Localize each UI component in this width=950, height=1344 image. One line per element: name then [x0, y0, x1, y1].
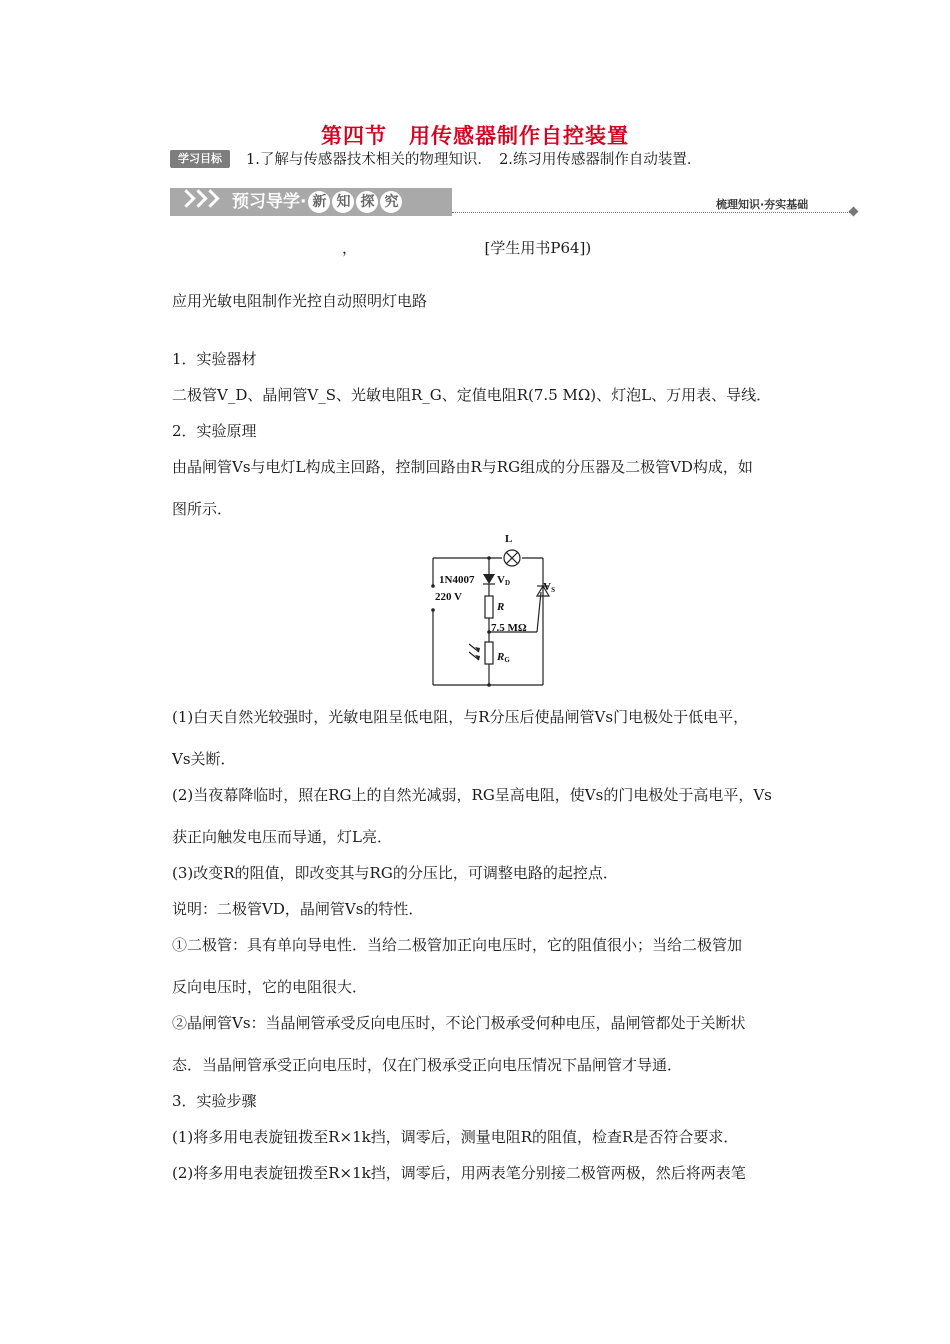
heading-principle: 2．实验原理 — [172, 422, 257, 440]
paragraph-2b: 获正向触发电压而导通，灯L亮． — [172, 828, 392, 846]
diode-icon — [483, 574, 495, 584]
goals-tag: 学习目标 — [170, 150, 230, 168]
page-title: 第四节 用传感器制作自控装置 — [321, 124, 629, 148]
chevron-right-icon — [201, 189, 219, 207]
section-heading: 应用光敏电阻制作光控自动照明灯电路 — [172, 292, 428, 310]
lamp-label: L — [505, 533, 513, 545]
note-1b: 反向电压时，它的电阻很大． — [172, 978, 368, 996]
diode-label: VD — [497, 574, 511, 587]
banner-dot: · — [300, 192, 307, 212]
banner-circle: 新 — [308, 191, 330, 213]
banner-subtitle: 梳理知识·夯实基础 — [716, 198, 809, 211]
learning-goals: 1.了解与传感器技术相关的物理知识． 2.练习用传感器制作自动装置． — [246, 152, 702, 168]
paragraph-1b: Vs关断． — [172, 750, 236, 768]
book-reference: ， [学生用书P64]) — [342, 239, 592, 257]
diamond-icon — [849, 207, 859, 217]
resistor-value-label: 7.5 MΩ — [491, 622, 527, 634]
circuit-diagram — [425, 528, 555, 693]
note-line: 说明：二极管VD，晶闸管Vs的特性． — [172, 900, 424, 918]
resistor-icon — [485, 596, 493, 618]
heading-steps: 3．实验步骤 — [172, 1092, 257, 1110]
banner-title — [232, 190, 402, 214]
note-1a: ①二极管：具有单向导电性．当给二极管加正向电压时，它的阻值很小；当给二极管加 — [172, 936, 743, 954]
photoresistor-icon — [485, 642, 493, 664]
banner-circle: 知 — [332, 191, 354, 213]
step-1: (1)将多用电表旋钮拨至R×1k挡，调零后，测量电阻R的阻值，检查R是否符合要求． — [172, 1128, 739, 1146]
note-2b: 态．当晶闸管承受正向电压时，仅在门极承受正向电压情况下晶闸管才导通． — [172, 1056, 683, 1074]
paragraph-3: (3)改变R的阻值，即改变其与RG的分压比，可调整电路的起控点． — [172, 864, 618, 882]
banner-divider — [452, 212, 852, 213]
step-2: (2)将多用电表旋钮拨至R×1k挡，调零后，用两表笔分别接二极管两极，然后将两表笔 — [172, 1164, 746, 1182]
diode-model-label: 1N4007 — [439, 574, 475, 586]
voltage-label: 220 V — [435, 591, 462, 603]
photoresistor-label: RG — [497, 651, 510, 664]
banner-circle: 究 — [380, 191, 402, 213]
equipment-text: 二极管V_D、晶闸管V_S、光敏电阻R_G、定值电阻R(7.5 MΩ)、灯泡L、万用表、导线． — [172, 386, 772, 404]
paragraph-2a: (2)当夜幕降临时，照在RG上的自然光减弱，RG呈高电阻，使Vs的门电极处于高电平，Vs — [172, 786, 772, 804]
banner-circle: 探 — [356, 191, 378, 213]
thyristor-label: VS — [543, 581, 555, 594]
banner-label: 预习导学 — [232, 192, 300, 212]
heading-equipment: 1．实验器材 — [172, 350, 257, 368]
principle-line-2: 图所示． — [172, 500, 233, 518]
note-2a: ②晶闸管Vs：当晶闸管承受反向电压时，不论门极承受何种电压，晶闸管都处于关断状 — [172, 1014, 746, 1032]
principle-line-1: 由晶闸管Vs与电灯L构成主回路，控制回路由R与RG组成的分压器及二极管VD构成，如 — [172, 458, 753, 476]
resistor-label: R — [497, 601, 505, 613]
paragraph-1a: (1)白天自然光较强时，光敏电阻呈低电阻，与R分压后使晶闸管Vs门电极处于低电平， — [172, 708, 749, 726]
